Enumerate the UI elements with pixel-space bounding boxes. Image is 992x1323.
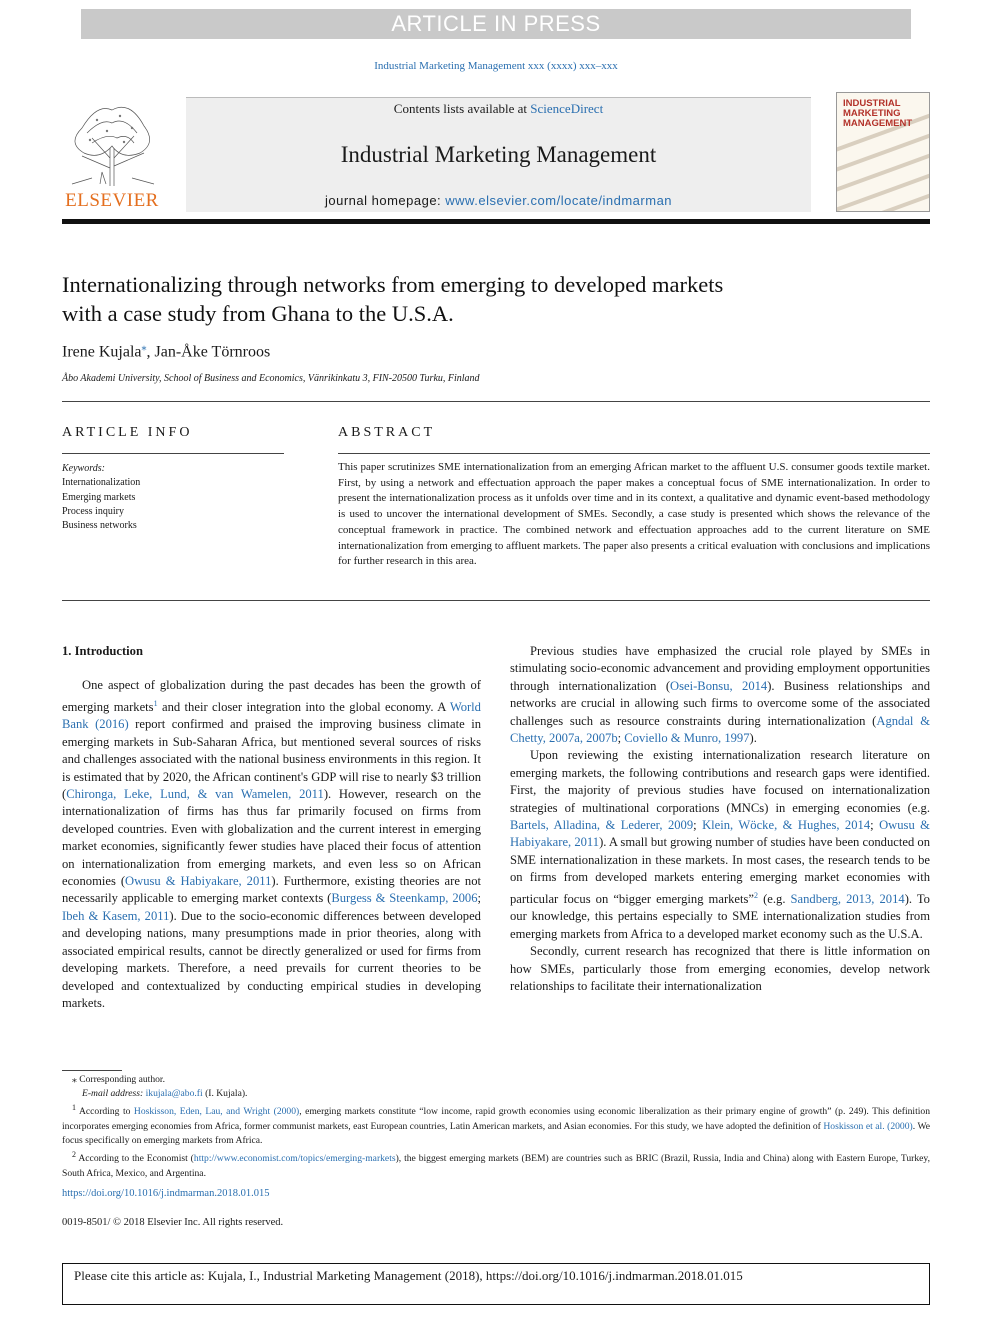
author-separator: ,: [146, 343, 155, 361]
paragraph: [510, 747, 930, 943]
article-in-press-banner: ARTICLE IN PRESS: [81, 9, 911, 39]
citation-link[interactable]: Hoskisson, Eden, Lau, and Wright (2000): [133, 1106, 300, 1118]
text-run: Corresponding author.: [76, 1074, 165, 1085]
article-title: [62, 270, 862, 328]
footnotes: [62, 1073, 930, 1181]
copyright-line: 0019-8501/ © 2018 Elsevier Inc. All rights reserved.: [62, 1217, 284, 1228]
keyword: Process inquiry: [62, 505, 124, 517]
title-line: with a case study from Ghana to the U.S.A.: [62, 301, 454, 326]
citation-link[interactable]: Ibeh & Kasem, 2011: [62, 908, 170, 923]
corresponding-author-mark[interactable]: ⁎: [141, 342, 147, 353]
footnote-ref[interactable]: 2: [754, 890, 759, 900]
url-link[interactable]: http://www.economist.com/topics/emerging-markets: [193, 1153, 396, 1165]
text-run: , emerging markets constitute “low income, rapid growth economies using economic liberalization as their primary engine of growth” (p. 249). This definition incorporates emerging economies from Africa, former communist markets, east European countries, Latin American markets, and Asian economies. For this study, we have adopted the definition of: [62, 1106, 930, 1132]
text-run: ). Due to the socio-economic differences between developed and developing nations, many presumptions made in prior theories, along with associated empirical results, cannot be directly generalized or used for firms from developing markets. Therefore, a need prevails for current theories to be developed and contextualized by conducting empirical studies in developing markets.: [62, 908, 481, 1010]
elsevier-wordmark: ELSEVIER: [65, 190, 159, 211]
citation-link[interactable]: Agndal & Chetty, 2007a, 2007b: [510, 713, 930, 746]
section-divider: [62, 600, 930, 601]
citation-link[interactable]: World Bank (2016): [62, 700, 481, 732]
footnote-number: 1: [72, 1103, 76, 1113]
footnote-1: [62, 1101, 930, 1148]
text-run: ;: [693, 818, 703, 833]
journal-reference[interactable]: Industrial Marketing Management xxx (xxxx) xxx–xxx: [374, 60, 618, 72]
section-heading: 1. Introduction: [62, 644, 143, 658]
email-link[interactable]: ikujala@abo.fi: [145, 1088, 203, 1100]
citation-link[interactable]: Coviello & Munro, 1997: [624, 731, 750, 746]
text-run: (I. Kujala).: [202, 1088, 248, 1100]
keyword: Internationalization: [62, 477, 141, 489]
text-run: ).: [749, 731, 757, 746]
cover-title-line: INDUSTRIAL: [843, 98, 901, 109]
header-divider: [62, 219, 930, 224]
email-label: E-mail address:: [82, 1088, 144, 1100]
affiliation: Åbo Akademi University, School of Business and Economics, Vänrikinkatu 3, FIN-20500 Turku, Finland: [62, 373, 480, 384]
text-run: (e.g.: [758, 891, 791, 906]
citation-link[interactable]: Sandberg, 2013, 2014: [790, 891, 905, 906]
text-run: Upon reviewing the existing internationalization research literature on emerging markets, the following contributions and research gaps were identified. First, the majority of previous studies have focused on internationalization strategies of multinational corporations (MNCs) in emerging economies (e.g.: [510, 748, 930, 815]
citation-link[interactable]: Klein, Wöcke, & Hughes, 2014: [702, 818, 871, 833]
text-run: ), the biggest emerging markets (BEM) are countries such as BRIC (Brazil, Russia, India and China) along with Eastern Europe, Turkey, South Africa, Mexico, and Argentina.: [62, 1153, 930, 1179]
email-note: [62, 1087, 930, 1101]
cover-title-line: MANAGEMENT: [843, 118, 913, 129]
article-info-heading: ARTICLE INFO: [62, 425, 193, 440]
body-column-right: [510, 643, 930, 995]
paragraph: Secondly, current research has recognized that there is little information on how SMEs, particularly those from emerging economies, develop network relationships to facilitate their internationalization: [510, 944, 930, 993]
text-run: According to the Economist (: [76, 1153, 194, 1165]
abstract-heading: ABSTRACT: [338, 425, 436, 440]
text-run: report confirmed and praised the improving business climate in emerging markets in Sub-Saharan Africa, but mentioned several sources of risks and challenges associated with the national business environments in this region. It is estimated that by 2020, the African continent's GDP will rise to nearly $3 trillion (: [62, 717, 481, 802]
corresponding-author-note: [62, 1073, 930, 1087]
keyword: Emerging markets: [62, 491, 136, 503]
journal-homepage: [186, 193, 811, 208]
footnote-2: [62, 1148, 930, 1181]
text-run: According to: [76, 1106, 134, 1118]
citation-link[interactable]: Burgess & Steenkamp, 2006: [331, 891, 478, 906]
text-run: Previous studies have emphasized the crucial role played by SMEs in stimulating socio-economic advancement and providing employment opportunities through internationalization (: [510, 644, 930, 693]
text-run: ). Business relationships and networks are crucial in allowing such firms to overcome some of the associated challenges such as resource constraints during internationalization (: [510, 678, 930, 728]
text-run: ). To our knowledge, this pertains especially to SME internationalization studies from emerging markets from Africa to a developed market economy such as the U.S.A.: [510, 891, 930, 941]
text-run: ;: [477, 891, 482, 906]
text-run: ;: [870, 818, 880, 833]
text-run: and their closer integration into the global economy. A: [157, 700, 450, 714]
title-line: Internationalizing through networks from emerging to developed markets: [62, 272, 724, 297]
paragraph: [510, 643, 930, 747]
citation-link[interactable]: Osei-Bonsu, 2014: [670, 678, 768, 693]
text-run: ). However, research on the internationalization of firms has thus far primarily focused on firms from developed countries. Even with globalization and the current interest in emerging market economies, significantly fewer studies have placed their focus of attention on internationalization from emerging markets, and even less so on African economies (: [62, 787, 481, 889]
body-column-left: [62, 643, 481, 1012]
cover-title: [843, 99, 927, 129]
abstract-divider: [338, 453, 930, 454]
contents-line: [186, 101, 811, 117]
sciencedirect-link[interactable]: ScienceDirect: [530, 101, 604, 116]
keyword: Business networks: [62, 520, 137, 532]
text-run: ;: [617, 731, 625, 746]
keywords-label: Keywords:: [62, 463, 105, 474]
author-name[interactable]: Jan-Åke Törnroos: [154, 343, 271, 361]
citation-link[interactable]: Bartels, Alladina, & Lederer, 2009: [510, 818, 694, 833]
doi-link[interactable]: https://doi.org/10.1016/j.indmarman.2018.01.015: [62, 1188, 270, 1199]
homepage-label: journal homepage:: [324, 193, 446, 208]
text-run: One aspect of globalization during the past decades has been the growth of emerging markets: [62, 678, 481, 714]
text-run: ). Furthermore, existing theories are not necessarily applicable to emerging market contexts (: [62, 874, 481, 906]
footnote-ref[interactable]: 1: [153, 698, 158, 708]
footnote-number: 2: [72, 1150, 76, 1160]
contents-prefix: Contents lists available at: [393, 101, 531, 116]
citation-link[interactable]: Owusu & Habiyakare, 2011: [125, 874, 272, 889]
paragraph: [62, 677, 481, 1012]
article-info-divider: [62, 453, 284, 454]
journal-cover-thumbnail[interactable]: [836, 92, 930, 212]
citation-link[interactable]: Chironga, Leke, Lund, & van Wamelen, 2011: [66, 787, 324, 802]
author-list: [62, 342, 862, 361]
citation-text: Please cite this article as: Kujala, I., Industrial Marketing Management (2018), https://doi.org/10.1016/j.indmarman.2018.01.015: [74, 1268, 743, 1283]
homepage-link[interactable]: www.elsevier.com/locate/indmarman: [445, 193, 673, 208]
cover-title-line: MARKETING: [843, 108, 901, 119]
text-run: ). A small but growing number of studies have been conducted on SME internationalization in these markets. In most cases, the research tends to be on firms from developed markets entering emerging market economies with particular focus on “bigger emerging markets”: [510, 835, 930, 906]
text-run: . We focus specifically on emerging markets from Africa.: [62, 1120, 930, 1146]
journal-title: Industrial Marketing Management: [340, 142, 657, 167]
citation-link[interactable]: Owusu & Habiyakare, 2011: [510, 818, 930, 850]
footnote-mark: ⁎: [72, 1074, 77, 1085]
section-divider: [62, 401, 930, 402]
citation-link[interactable]: Hoskisson et al. (2000): [823, 1120, 913, 1132]
keywords-block: [62, 462, 284, 533]
author-name[interactable]: Irene Kujala: [62, 343, 142, 361]
footnote-divider: [62, 1070, 122, 1071]
abstract-text: This paper scrutinizes SME internationalization from an emerging African market to the affluent U.S. consumer goods textile market. First, by using a network and effectuation approach the paper makes a conceptual focus of SME internationalization. In order to present the internationalization process as it unfolds over time and in its context, a qualitative and dynamic event-based methodology is used to uncover the international development of SMEs. Secondly, a case study is presented which shows the relevance of the conceptual framework in practice. The combined network and effectuation approaches add to the current literature on SME internationalization from emerging to affluent markets. The paper also presents a critical evaluation with conclusions and implications for further research in this area.: [338, 461, 930, 568]
